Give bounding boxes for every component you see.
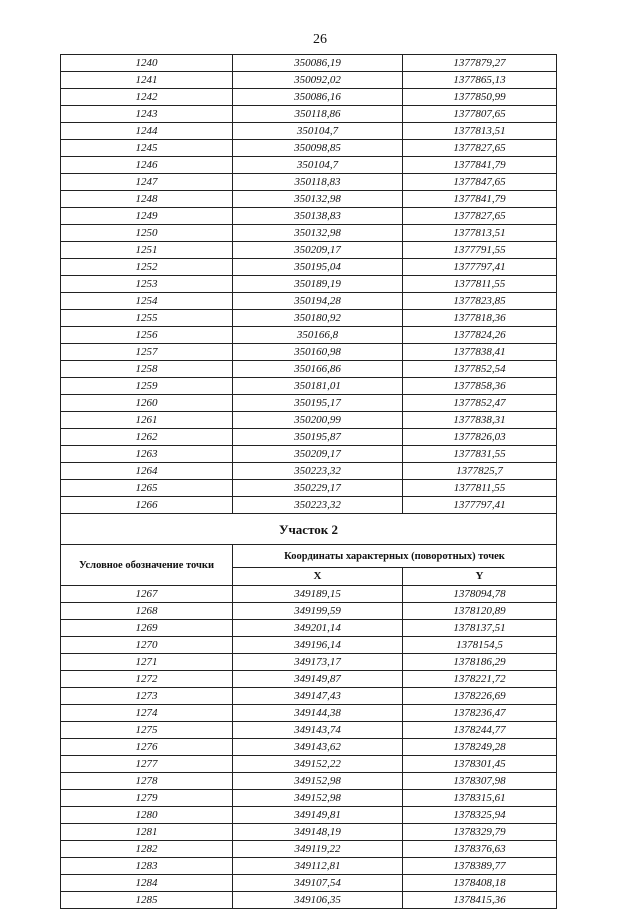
section-2-header [61, 514, 557, 586]
table-row [61, 739, 557, 756]
x-coordinate-cell: 349143,74 [233, 722, 403, 739]
y-coordinate-cell: 1377797,41 [403, 259, 557, 276]
table-row [61, 756, 557, 773]
y-header: Y [403, 568, 557, 586]
x-coordinate-cell: 349152,98 [233, 773, 403, 790]
point-id-cell: 1243 [61, 106, 233, 123]
point-id-cell: 1258 [61, 361, 233, 378]
y-coordinate-cell: 1378307,98 [403, 773, 557, 790]
point-id-cell: 1250 [61, 225, 233, 242]
table-row [61, 807, 557, 824]
y-coordinate-cell: 1378154,5 [403, 637, 557, 654]
x-header: X [233, 568, 403, 586]
point-id-cell: 1244 [61, 123, 233, 140]
y-coordinate-cell: 1377838,31 [403, 412, 557, 429]
y-coordinate-cell: 1377841,79 [403, 191, 557, 208]
table-row [61, 208, 557, 225]
y-coordinate-cell: 1377852,47 [403, 395, 557, 412]
table-row [61, 55, 557, 72]
point-label-header: Условное обозначение точки [61, 545, 233, 586]
point-id-cell: 1241 [61, 72, 233, 89]
table-row [61, 446, 557, 463]
point-id-cell: 1283 [61, 858, 233, 875]
y-coordinate-cell: 1377791,55 [403, 242, 557, 259]
table-row [61, 603, 557, 620]
table-row [61, 620, 557, 637]
point-id-cell: 1255 [61, 310, 233, 327]
table-row [61, 259, 557, 276]
y-coordinate-cell: 1377818,36 [403, 310, 557, 327]
table-row [61, 293, 557, 310]
x-coordinate-cell: 349201,14 [233, 620, 403, 637]
section-2-body [61, 586, 557, 909]
x-coordinate-cell: 349196,14 [233, 637, 403, 654]
point-id-cell: 1268 [61, 603, 233, 620]
x-coordinate-cell: 350118,83 [233, 174, 403, 191]
y-coordinate-cell: 1378415,36 [403, 892, 557, 909]
x-coordinate-cell: 350209,17 [233, 446, 403, 463]
x-coordinate-cell: 349199,59 [233, 603, 403, 620]
table-row [61, 174, 557, 191]
table-row [61, 688, 557, 705]
y-coordinate-cell: 1378221,72 [403, 671, 557, 688]
point-id-cell: 1275 [61, 722, 233, 739]
y-coordinate-cell: 1377827,65 [403, 140, 557, 157]
y-coordinate-cell: 1377823,85 [403, 293, 557, 310]
table-row [61, 242, 557, 259]
table-row [61, 327, 557, 344]
point-id-cell: 1245 [61, 140, 233, 157]
point-id-cell: 1284 [61, 875, 233, 892]
x-coordinate-cell: 349144,38 [233, 705, 403, 722]
point-id-cell: 1260 [61, 395, 233, 412]
x-coordinate-cell: 350195,04 [233, 259, 403, 276]
x-coordinate-cell: 350166,86 [233, 361, 403, 378]
y-coordinate-cell: 1378376,63 [403, 841, 557, 858]
point-id-cell: 1285 [61, 892, 233, 909]
y-coordinate-cell: 1378236,47 [403, 705, 557, 722]
point-id-cell: 1257 [61, 344, 233, 361]
table-row [61, 123, 557, 140]
point-id-cell: 1265 [61, 480, 233, 497]
table-row [61, 344, 557, 361]
table-row [61, 824, 557, 841]
y-coordinate-cell: 1378094,78 [403, 586, 557, 603]
y-coordinate-cell: 1378244,77 [403, 722, 557, 739]
y-coordinate-cell: 1377831,55 [403, 446, 557, 463]
x-coordinate-cell: 349119,22 [233, 841, 403, 858]
x-coordinate-cell: 350104,7 [233, 157, 403, 174]
table-row [61, 637, 557, 654]
table-row [61, 480, 557, 497]
y-coordinate-cell: 1377825,7 [403, 463, 557, 480]
y-coordinate-cell: 1377811,55 [403, 480, 557, 497]
table-row [61, 773, 557, 790]
point-id-cell: 1256 [61, 327, 233, 344]
point-id-cell: 1273 [61, 688, 233, 705]
section-title: Участок 2 [61, 514, 557, 545]
table-row [61, 89, 557, 106]
point-id-cell: 1276 [61, 739, 233, 756]
x-coordinate-cell: 349107,54 [233, 875, 403, 892]
y-coordinate-cell: 1378325,94 [403, 807, 557, 824]
table-row [61, 72, 557, 89]
table-row [61, 361, 557, 378]
point-id-cell: 1259 [61, 378, 233, 395]
y-coordinate-cell: 1378408,18 [403, 875, 557, 892]
y-coordinate-cell: 1377827,65 [403, 208, 557, 225]
x-coordinate-cell: 349112,81 [233, 858, 403, 875]
x-coordinate-cell: 350104,7 [233, 123, 403, 140]
y-coordinate-cell: 1377841,79 [403, 157, 557, 174]
table-row [61, 497, 557, 514]
point-id-cell: 1246 [61, 157, 233, 174]
y-coordinate-cell: 1378226,69 [403, 688, 557, 705]
x-coordinate-cell: 350194,28 [233, 293, 403, 310]
x-coordinate-cell: 350086,16 [233, 89, 403, 106]
x-coordinate-cell: 350132,98 [233, 225, 403, 242]
table-row [61, 654, 557, 671]
y-coordinate-cell: 1377807,65 [403, 106, 557, 123]
point-id-cell: 1263 [61, 446, 233, 463]
x-coordinate-cell: 350180,92 [233, 310, 403, 327]
x-coordinate-cell: 350118,86 [233, 106, 403, 123]
table-row [61, 140, 557, 157]
table-row [61, 276, 557, 293]
point-id-cell: 1267 [61, 586, 233, 603]
y-coordinate-cell: 1377797,41 [403, 497, 557, 514]
y-coordinate-cell: 1377865,13 [403, 72, 557, 89]
point-id-cell: 1251 [61, 242, 233, 259]
x-coordinate-cell: 350138,83 [233, 208, 403, 225]
x-coordinate-cell: 349152,22 [233, 756, 403, 773]
y-coordinate-cell: 1377847,65 [403, 174, 557, 191]
y-coordinate-cell: 1377852,54 [403, 361, 557, 378]
x-coordinate-cell: 349173,17 [233, 654, 403, 671]
point-id-cell: 1261 [61, 412, 233, 429]
x-coordinate-cell: 350223,32 [233, 497, 403, 514]
y-coordinate-cell: 1377811,55 [403, 276, 557, 293]
y-coordinate-cell: 1377879,27 [403, 55, 557, 72]
table-row [61, 705, 557, 722]
x-coordinate-cell: 350160,98 [233, 344, 403, 361]
table-row [61, 586, 557, 603]
section-title-row [61, 514, 557, 545]
point-id-cell: 1249 [61, 208, 233, 225]
y-coordinate-cell: 1378249,28 [403, 739, 557, 756]
point-id-cell: 1280 [61, 807, 233, 824]
page-number: 26 [313, 32, 327, 47]
point-id-cell: 1282 [61, 841, 233, 858]
table-row [61, 412, 557, 429]
y-coordinate-cell: 1378315,61 [403, 790, 557, 807]
x-coordinate-cell: 350098,85 [233, 140, 403, 157]
table-row [61, 157, 557, 174]
point-id-cell: 1274 [61, 705, 233, 722]
table-row [61, 875, 557, 892]
y-coordinate-cell: 1377824,26 [403, 327, 557, 344]
x-coordinate-cell: 350223,32 [233, 463, 403, 480]
x-coordinate-cell: 350229,17 [233, 480, 403, 497]
point-id-cell: 1240 [61, 55, 233, 72]
table-row [61, 892, 557, 909]
table-row [61, 106, 557, 123]
x-coordinate-cell: 350092,02 [233, 72, 403, 89]
table-row [61, 378, 557, 395]
y-coordinate-cell: 1378329,79 [403, 824, 557, 841]
x-coordinate-cell: 349189,15 [233, 586, 403, 603]
table-row [61, 395, 557, 412]
y-coordinate-cell: 1377858,36 [403, 378, 557, 395]
y-coordinate-cell: 1378301,45 [403, 756, 557, 773]
x-coordinate-cell: 349106,35 [233, 892, 403, 909]
x-coordinate-cell: 350086,19 [233, 55, 403, 72]
x-coordinate-cell: 349152,98 [233, 790, 403, 807]
coordinates-header: Координаты характерных (поворотных) точек [233, 545, 557, 568]
point-id-cell: 1254 [61, 293, 233, 310]
x-coordinate-cell: 350181,01 [233, 378, 403, 395]
table-row [61, 463, 557, 480]
table-row [61, 429, 557, 446]
y-coordinate-cell: 1377850,99 [403, 89, 557, 106]
coordinates-table [60, 54, 557, 909]
y-coordinate-cell: 1377813,51 [403, 123, 557, 140]
x-coordinate-cell: 350195,17 [233, 395, 403, 412]
point-id-cell: 1264 [61, 463, 233, 480]
point-id-cell: 1269 [61, 620, 233, 637]
table-row [61, 191, 557, 208]
y-coordinate-cell: 1377826,03 [403, 429, 557, 446]
table-row [61, 310, 557, 327]
x-coordinate-cell: 350195,87 [233, 429, 403, 446]
point-id-cell: 1278 [61, 773, 233, 790]
point-id-cell: 1279 [61, 790, 233, 807]
point-id-cell: 1277 [61, 756, 233, 773]
x-coordinate-cell: 350166,8 [233, 327, 403, 344]
y-coordinate-cell: 1378137,51 [403, 620, 557, 637]
header-row [61, 545, 557, 568]
point-id-cell: 1270 [61, 637, 233, 654]
point-id-cell: 1242 [61, 89, 233, 106]
x-coordinate-cell: 349149,81 [233, 807, 403, 824]
y-coordinate-cell: 1378389,77 [403, 858, 557, 875]
table-row [61, 722, 557, 739]
x-coordinate-cell: 350132,98 [233, 191, 403, 208]
y-coordinate-cell: 1377813,51 [403, 225, 557, 242]
point-id-cell: 1248 [61, 191, 233, 208]
x-coordinate-cell: 349148,19 [233, 824, 403, 841]
y-coordinate-cell: 1378120,89 [403, 603, 557, 620]
point-id-cell: 1262 [61, 429, 233, 446]
point-id-cell: 1266 [61, 497, 233, 514]
x-coordinate-cell: 349143,62 [233, 739, 403, 756]
point-id-cell: 1253 [61, 276, 233, 293]
section-1-body [61, 55, 557, 514]
y-coordinate-cell: 1378186,29 [403, 654, 557, 671]
table-row [61, 225, 557, 242]
table-row [61, 671, 557, 688]
point-id-cell: 1272 [61, 671, 233, 688]
table-row [61, 858, 557, 875]
point-id-cell: 1247 [61, 174, 233, 191]
table-row [61, 790, 557, 807]
point-id-cell: 1271 [61, 654, 233, 671]
point-id-cell: 1281 [61, 824, 233, 841]
x-coordinate-cell: 350200,99 [233, 412, 403, 429]
x-coordinate-cell: 349147,43 [233, 688, 403, 705]
table-row [61, 841, 557, 858]
x-coordinate-cell: 350189,19 [233, 276, 403, 293]
x-coordinate-cell: 349149,87 [233, 671, 403, 688]
point-id-cell: 1252 [61, 259, 233, 276]
x-coordinate-cell: 350209,17 [233, 242, 403, 259]
y-coordinate-cell: 1377838,41 [403, 344, 557, 361]
